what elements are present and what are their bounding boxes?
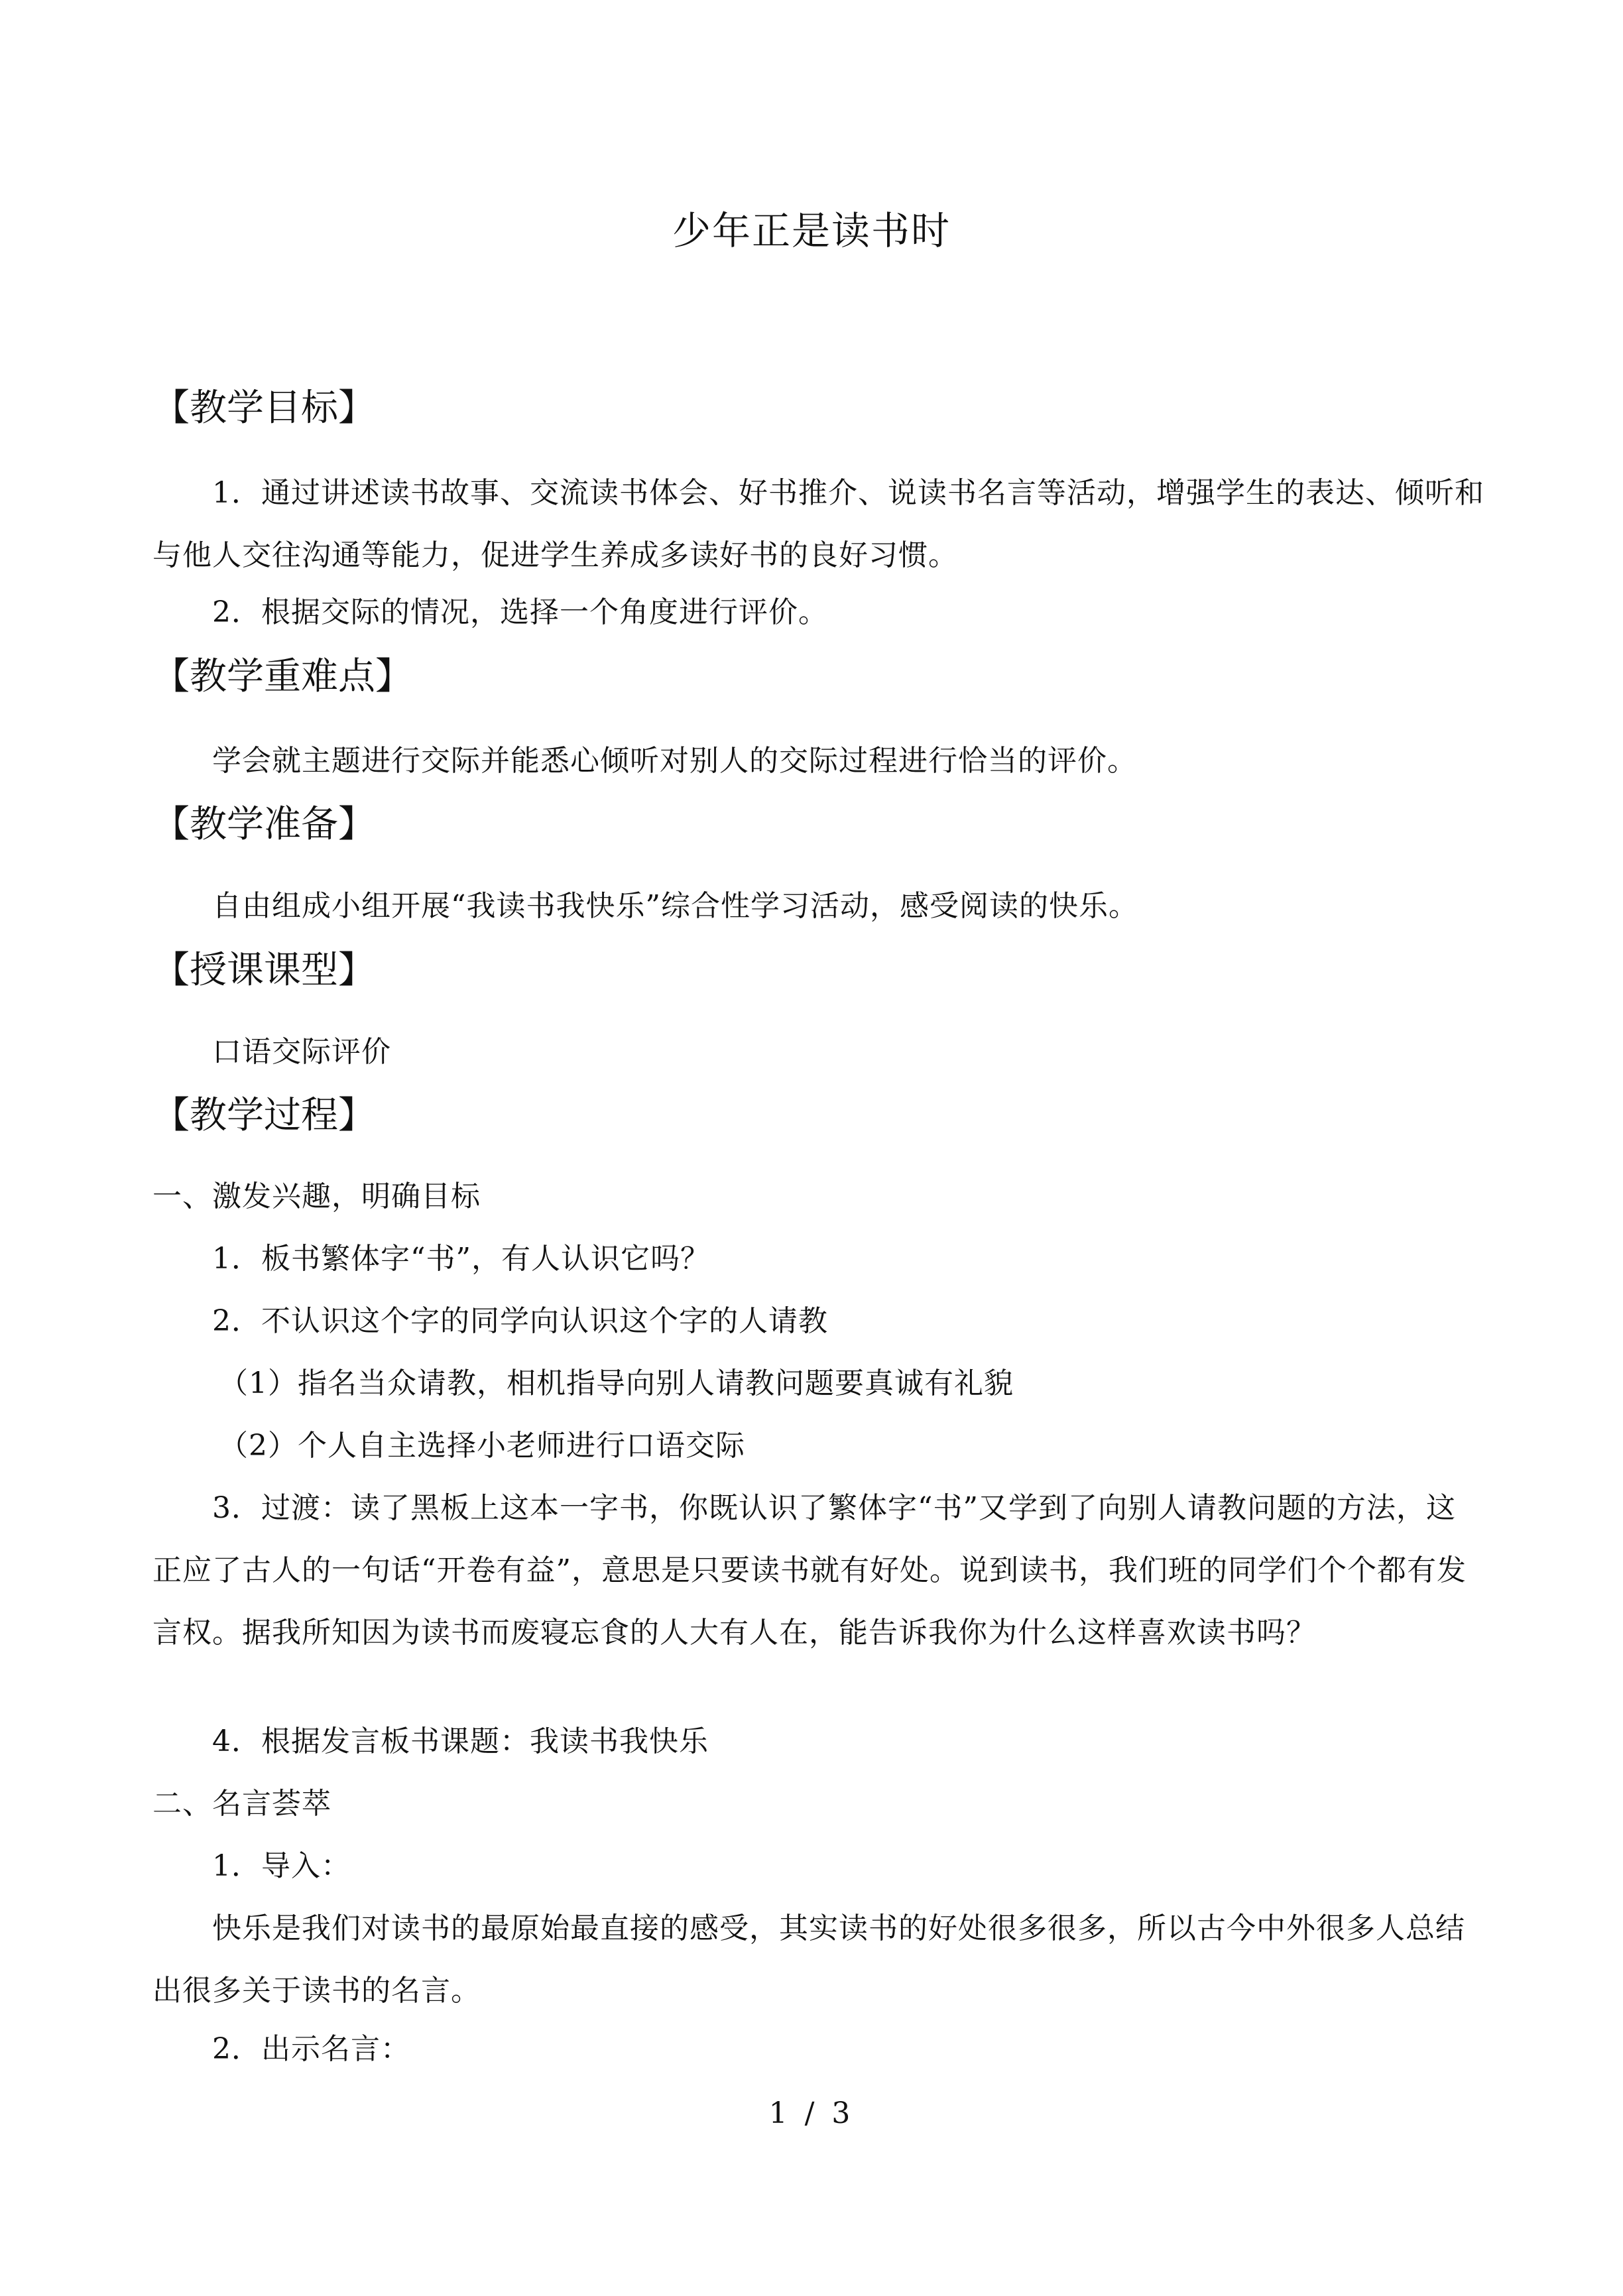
heading-key-points: 【教学重难点】	[152, 655, 412, 698]
key-points-text: 学会就主题进行交际并能悉心倾听对别人的交际过程进行恰当的评价。	[212, 744, 1137, 778]
section-1-item-4: 4．根据发言板书课题：我读书我快乐	[212, 1724, 709, 1758]
section-2-item-1: 1．导入：	[212, 1849, 351, 1883]
section-1-item-3: 3．过渡：读了黑板上这本一字书，你既认识了繁体字“书”又学到了向别人请教问题的方法，这正应了古人的一句话“开卷有益”，意思是只要读书就有好处。说到读书，我们班的同学们个个都有发言权。据我所知因为读书而废寝忘食的人大有人在，能告诉我你为什么这样喜欢读书吗？	[152, 1491, 1467, 1650]
page-number: 1 / 3	[768, 2096, 855, 2130]
section-1-item-1: 1．板书繁体字“书”，有人认识它吗？	[212, 1242, 710, 1276]
page-title: 少年正是读书时	[672, 208, 951, 253]
section-2-item-2: 2．出示名言：	[212, 2032, 410, 2066]
goal-item-2: 2．根据交际的情况，选择一个角度进行评价。	[212, 595, 828, 629]
heading-teaching-process: 【教学过程】	[152, 1094, 375, 1137]
preparation-text: 自由组成小组开展“我读书我快乐”综合性学习活动，感受阅读的快乐。	[212, 889, 1138, 923]
section-1-sub-1: （1）指名当众请教，相机指导向别人请教问题要真诚有礼貌	[219, 1366, 1014, 1400]
section-2-intro: 快乐是我们对读书的最原始最直接的感受，其实读书的好处很多很多，所以古今中外很多人总结出很多关于读书的名言。	[152, 1911, 1465, 2008]
section-1-heading: 一、激发兴趣，明确目标	[152, 1179, 481, 1213]
goal-item-1: 1．通过讲述读书故事、交流读书体会、好书推介、说读书名言等活动，增强学生的表达、倾听和与他人交往沟通等能力，促进学生养成多读好书的良好习惯。	[152, 476, 1484, 572]
heading-teaching-goals: 【教学目标】	[152, 387, 375, 430]
heading-lesson-type: 【授课课型】	[152, 949, 375, 992]
section-2-heading: 二、名言荟萃	[152, 1787, 331, 1821]
heading-preparation: 【教学准备】	[152, 803, 375, 846]
lesson-type-text: 口语交际评价	[212, 1035, 391, 1069]
section-1-sub-2: （2）个人自主选择小老师进行口语交际	[219, 1429, 745, 1463]
section-1-item-2: 2．不认识这个字的同学向认识这个字的人请教	[212, 1304, 828, 1338]
